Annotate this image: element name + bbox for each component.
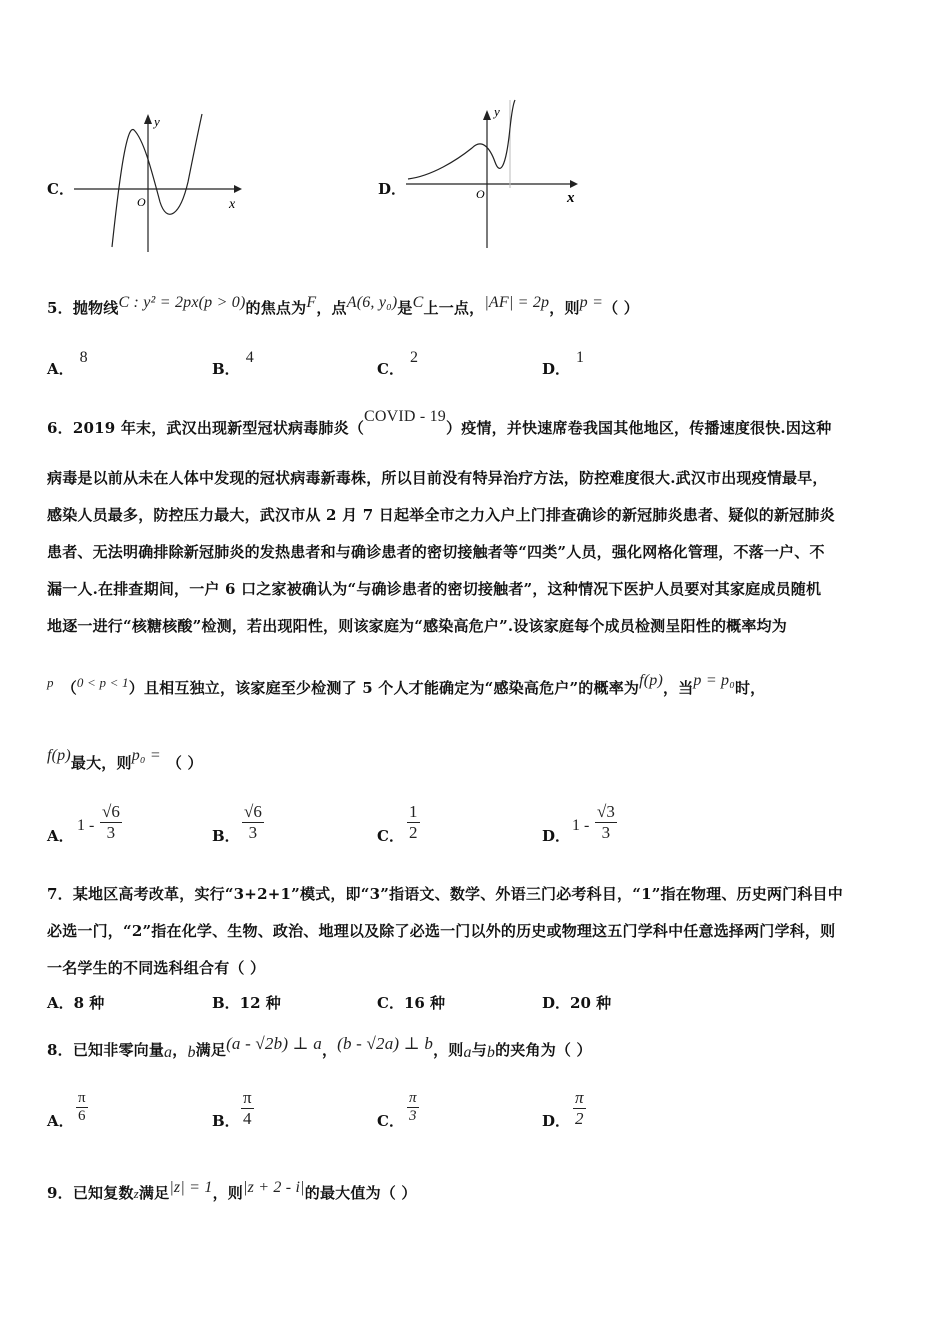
q8-option-d[interactable]: D． (542, 1112, 571, 1130)
q5-text: 是 (397, 299, 413, 317)
q8-vector-b: b (187, 1044, 196, 1061)
graph-d-y-label: y (494, 104, 500, 119)
q6-stem-line-3: 感染人员最多，防控压力最大，武汉市从 2 月 7 日起举全市之力入户上门排查确诊的新冠肺炎患者、疑似的新冠肺炎 (47, 506, 835, 524)
q6-condition: 0 < p < 1 (76, 675, 129, 690)
q5-text: 的焦点为 (245, 299, 307, 317)
q5-af-eq: |AF| = 2p (484, 294, 550, 311)
graph-c-label: C． (47, 180, 74, 198)
graph-c-x-label: x (229, 197, 236, 212)
q6-fp: f(p) (639, 672, 664, 689)
q8-option-c-fraction: $\frac{\pi}{3}$ (409, 1090, 417, 1124)
q5-option-c-value: 2 (409, 349, 418, 366)
q5-parabola-eq: C : y² = 2px(p > 0) (118, 294, 246, 311)
q8-option-c[interactable]: C． (377, 1112, 404, 1130)
q8-vector-a: a (164, 1044, 173, 1061)
q8-condition-1: (a - √2b) ⊥ a (226, 1034, 322, 1053)
q6-option-b[interactable]: B． (212, 827, 240, 845)
q6-option-c-fraction: $\frac{1}{2}$ (409, 802, 418, 842)
graph-d-y-arrow (483, 110, 491, 120)
q6-option-c[interactable]: C． (377, 827, 404, 845)
q8-option-a[interactable]: A． (47, 1112, 74, 1130)
q5-text: 上一点， (423, 299, 485, 317)
q9-z: z (133, 1186, 139, 1201)
q5-text: （ ） (603, 299, 639, 317)
q5-option-b[interactable]: B．4 (212, 349, 254, 378)
q5-option-a[interactable]: A．8 (47, 349, 88, 378)
graph-c-curve (112, 114, 202, 247)
q9-number: 9． (47, 1184, 73, 1202)
graph-c-x-arrow (234, 185, 242, 193)
q6-number: 6． (47, 419, 73, 437)
q8-option-b-fraction: $\frac{\pi}{4}$ (243, 1088, 252, 1128)
q6-stem-line-4: 患者、无法明确排除新冠肺炎的发热患者和与确诊患者的密切接触者等“四类”人员，强化网格化管理，不落一户、不 (47, 543, 825, 561)
q8-condition-2: (b - √2a) ⊥ b (337, 1034, 434, 1053)
q6-option-a[interactable]: A． (47, 827, 74, 845)
q6-option-d-prefix: 1 - (572, 817, 590, 834)
q6-stem-line-6: 地逐一进行“核糖核酸”检测，若出现阳性，则该家庭为“感染高危户”.设该家庭每个成员检测呈阳性的概率均为 (47, 617, 787, 635)
q8-number: 8． (47, 1041, 73, 1059)
graph-d (402, 98, 582, 253)
q6-covid: COVID - 19 (364, 408, 447, 425)
q6-stem-line-2: 病毒是以前从未在人体中发现的冠状病毒新毒株，所以目前没有特异治疗方法，防控难度很大.武汉市出现疫情最早， (47, 469, 828, 487)
q5-option-d[interactable]: D．1 (542, 349, 585, 378)
q6-option-a-fraction: $\frac{√6}{3}$ (102, 802, 120, 842)
q5-text: 抛物线 (72, 299, 119, 317)
q6-stem-line-5: 漏一人.在排查期间，一户 6 口之家被确认为“与确诊患者的密切接触者”，这种情况下医护人员要对其家庭成员随机 (47, 580, 822, 598)
q8-stem: 8．已知非零向量a，b满足(a - √2b) ⊥ a，(b - √2a) ⊥ b，则a与b的夹角为（ ） (47, 1034, 592, 1061)
graph-d-origin: O (476, 187, 485, 201)
q6-stem-line-1: 6．2019 年末，武汉出现新型冠状病毒肺炎（COVID - 19）疫情，并快速席卷我国其他地区，传播速度很快.因这种 (47, 408, 832, 437)
q6-stem-line-8: f(p)最大，则p₀ = （ ） (47, 747, 203, 772)
q5-stem (47, 294, 639, 318)
graph-c-y-label: y (154, 114, 160, 129)
q5-number: 5． (47, 299, 73, 317)
graph-d-x-arrow (570, 180, 578, 188)
q5-focus: F (306, 294, 317, 311)
q6-p0: p₀ = (131, 747, 161, 764)
q6-option-d[interactable]: D． (542, 827, 571, 845)
q6-option-b-fraction: $\frac{√6}{3}$ (244, 802, 262, 842)
q7-option-d[interactable]: D．20 种 (542, 994, 612, 1012)
q7-stem-line-2: 必选一门，“2”指在化学、生物、政治、地理以及除了必选一门以外的历史或物理这五门学科中任意选择两门学科，则 (47, 922, 836, 940)
q6-p: p (47, 675, 54, 690)
q7-option-b[interactable]: B．12 种 (212, 994, 281, 1012)
q5-p-eq: p = (579, 294, 604, 311)
q5-option-d-value: 1 (576, 349, 585, 366)
q6-option-a-prefix: 1 - (77, 817, 95, 834)
q7-stem-line-3: 一名学生的不同选科组合有（ ） (47, 959, 266, 977)
q5-text: ，点 (316, 299, 347, 317)
graph-c (72, 112, 242, 254)
q8-option-b[interactable]: B． (212, 1112, 240, 1130)
q8-option-d-fraction: $\frac{\pi}{2}$ (575, 1088, 584, 1128)
q7-stem-line-1: 7．某地区高考改革，实行“3+2+1”模式，即“3”指语文、数学、外语三门必考科目，“1”指在物理、历史两门科目中 (47, 885, 843, 903)
q9-modulus: |z| = 1 (169, 1179, 213, 1196)
graph-c-y-arrow (144, 114, 152, 124)
q7-option-c[interactable]: C．16 种 (377, 994, 446, 1012)
q5-option-b-value: 4 (245, 349, 254, 366)
q5-option-a-value: 8 (79, 349, 88, 366)
q9-expression: |z + 2 - i| (242, 1179, 305, 1196)
graph-d-x-label: x (567, 190, 575, 206)
q6-fp-2: f(p) (47, 747, 71, 764)
q6-option-d-fraction: $\frac{√3}{3}$ (597, 802, 615, 842)
q5-point-a: A(6, y₀) (346, 294, 398, 311)
graph-c-origin: O (137, 195, 146, 209)
q6-stem-line-7: p （0 < p < 1）且相互独立，该家庭至少检测了 5 个人才能确定为“感染高危户”的概率为f(p)，当p = p₀时， (47, 672, 766, 697)
q5-option-c[interactable]: C．2 (377, 349, 418, 378)
q9-stem: 9．已知复数z满足|z| = 1，则|z + 2 - i|的最大值为（ ） (47, 1179, 417, 1202)
q6-p-p0: p = p₀ (693, 672, 735, 689)
q7-option-a[interactable]: A．8 种 (47, 994, 105, 1012)
q5-curve-c: C (412, 294, 424, 311)
graph-d-label: D． (378, 180, 407, 198)
q8-option-a-fraction: $\frac{\pi}{6}$ (78, 1090, 86, 1124)
q5-text: ，则 (549, 299, 580, 317)
